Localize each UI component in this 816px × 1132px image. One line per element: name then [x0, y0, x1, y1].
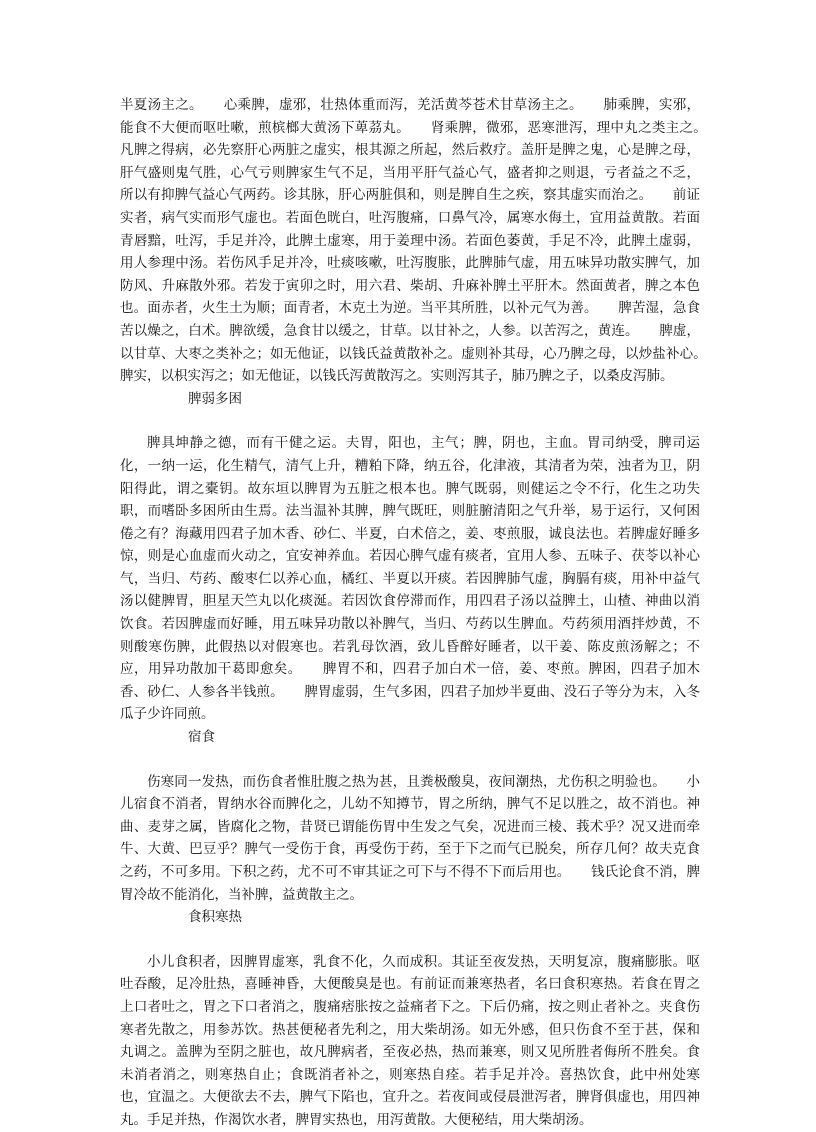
food-retention-paragraph: 伤寒同一发热，而伤食者惟肚腹之热为甚，且粪极酸臭，夜间潮热，尤伤积之明验也。 小儿宿食不消者，胃纳水谷而脾化之，儿幼不知撙节，胃之所纳，脾气不足以胜之，故不消也。神曲、麦芽之属，皆腐化之物，昔贤已谓能伤胃中生发之气矣，况进而三棱、莪术乎？况又进而牵牛、大黄、巴豆乎？脾气一受伤于食，再受伤于药，至于下之而气已脱矣，所存几何？故夫克食之药，不可多用。下积之药，尤不可不审其证之可下与不得不下而后用也。 钱氏论食不消，脾胃冷故不能消化，当补脾，益黄散主之。 — [120, 773, 700, 903]
section-heading-food-retention: 宿食 — [188, 729, 215, 746]
weak-spleen-paragraph: 脾具坤静之德，而有干健之运。夫胃，阳也，主气；脾，阴也，主血。胃司纳受，脾司运化，一纳一运，化生精气，清气上升，糟粕下降，纳五谷，化津液，其清者为荣，浊者为卫，阴阳得此，谓之橐钥。故东垣以脾胃为五脏之根本也。脾气既弱，则健运之令不行，化生之功失职，而嗜卧多困所由生焉。法当温补其脾，脾气既旺，则脏腑清阳之气升举，易于运行，又何困倦之有？海藏用四君子加木香、砂仁、半夏，白术倍之，姜、枣煎服，诚良法也。若脾虚好睡多惊，则是心血虚而火动之，宜安神养血。若因心脾气虚有痰者，宜用人参、五味子、茯苓以补心气，当归、芍药、酸枣仁以养心血，橘红、半夏以开痰。若因脾肺气虚，胸膈有痰，用补中益气汤以健脾胃，胆星天竺丸以化痰涎。若因饮食停滞而作，用四君子汤以益脾土，山楂、神曲以消饮食。若因脾虚而好睡，用五味异功散以补脾气，当归、芍药以生脾血。芍药须用酒拌炒黄，不则酸寒伤脾，此假热以对假寒也。若乳母饮酒，致儿昏醉好睡者，以干姜、陈皮煎汤解之；不应，用异功散加干葛即愈矣。 脾胃不和，四君子加白术一倍，姜、枣煎。脾困，四君子加木香、砂仁、人参各半钱煎。 脾胃虚弱，生气多困，四君子加炒半夏曲、没石子等分为末，入冬瓜子少许同煎。 — [120, 435, 700, 723]
section-heading-food-accumulation-heat: 食积寒热 — [188, 909, 242, 926]
section-spacer — [120, 410, 700, 432]
document-page — [120, 94, 727, 1132]
section-heading-weak-spleen: 脾弱多困 — [188, 390, 242, 407]
section-spacer — [120, 749, 700, 771]
section-spacer — [120, 929, 700, 951]
food-accumulation-heat-paragraph: 小儿食积者，因脾胃虚寒，乳食不化，久而成积。其证至夜发热，天明复凉，腹痛膨胀。呕吐吞酸，足冷肚热，喜睡神昏，大便酸臭是也。有前证而兼寒热者，名曰食积寒热。若食在胃之上口者吐之，胃之下口者消之，腹痛痞胀按之益痛者下之。下后仍痛，按之则止者补之。夹食伤寒者先散之，用参苏饮。热甚便秘者先利之，用大柴胡汤。如无外感，但只伤食不至于甚，保和丸调之。盖脾为至阴之脏也，故凡脾病者，至夜必热，热而兼寒，则又见所胜者侮所不胜矣。食未消者消之，则寒热自止；食既消者补之，则寒热自痊。若手足并冷。喜热饮食，此中州处寒也，宜温之。大便欲去不去，脾气下陷也，宜升之。若夜间或侵晨泄泻者，脾肾俱虚也，用四神丸。手足并热，作渴饮水者，脾胃实热也，用泻黄散。大便秘结，用大柴胡汤。 — [120, 953, 700, 1128]
intro-paragraph: 半夏汤主之。 心乘脾，虚邪，壮热体重而泻，羌活黄芩苍术甘草汤主之。 肺乘脾，实邪，能食不大便而呕吐嗽，煎槟榔大黄汤下萆茘丸。 肾乘脾，微邪，恶寒泄泻，理中丸之类主之。 凡脾之得病，必先察肝心两脏之虚实，根其源之所起，然后救疗。盖肝是脾之鬼，心是脾之母，肝气盛则鬼气胜，心气亏则脾家生气不足，当用平肝气益心气，盛者抑之则退，亏者益之不乏，所以有抑脾气益心气两药。诊其脉，肝心两脏俱和，则是脾自生之疾，察其虚实而治之。 前证实者，病气实而形气虚也。若面色晄白，吐泻腹痛，口鼻气冷，属寒水侮土，宜用益黄散。若面青唇黯，吐泻，手足并冷，此脾土虚寒，用于姜理中汤。若面色萎黄，手足不冷，此脾土虚弱，用人参理中汤。若伤风手足并冷，吐痰咳嗽，吐泻腹胀，此脾肺气虚，用五味异功散实脾气，加防风、升麻散外邪。若发于寅卯之时，用六君、柴胡、升麻补脾土平肝木。然面黄者，脾之本色也。面赤者，火生土为顺；面青者，木克土为逆。当平其所胜，以补元气为善。 脾苦湿，急食苦以燥之，白术。脾欲缓，急食甘以缓之，甘草。以甘补之，人参。以苦泻之，黄连。 脾虚，以甘草、大枣之类补之；如无他证，以钱氏益黄散补之。虚则补其母，心乃脾之母，以炒盐补心。 脾实，以枳实泻之；如无他证，以钱氏泻黄散泻之。实则泻其子，肺乃脾之子，以桑皮泻肺。 — [120, 97, 727, 385]
